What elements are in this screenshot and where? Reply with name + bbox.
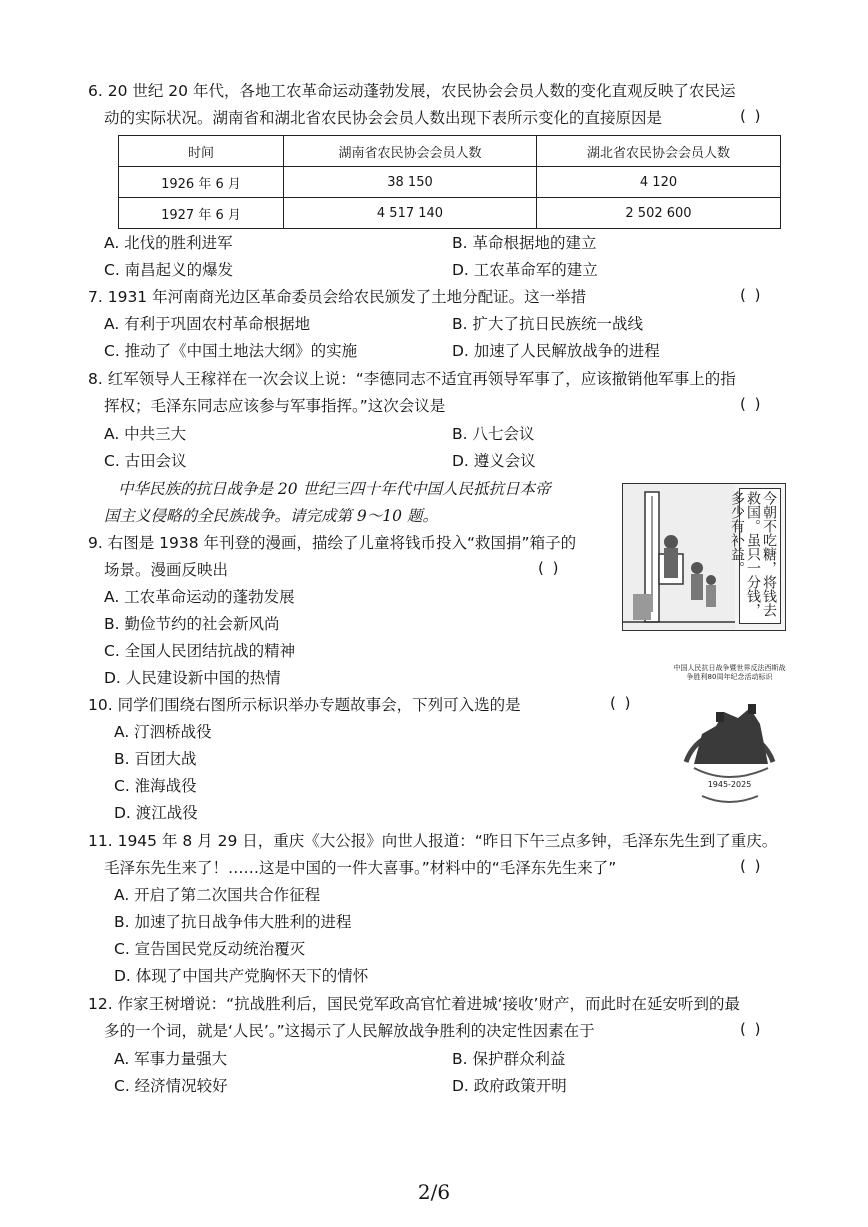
table-cell: 2 502 600 — [537, 198, 781, 229]
q9-option-c: C. 全国人民团结抗战的精神 — [104, 642, 296, 660]
q6-stem-line2: 动的实际状况。湖南省和湖北省农民协会会员人数出现下表所示变化的直接原因是 — [104, 109, 663, 127]
q12-option-d: D. 政府政策开明 — [452, 1077, 567, 1095]
table-header-cell: 时间 — [119, 136, 284, 167]
q6-option-d: D. 工农革命军的建立 — [452, 261, 598, 279]
table-cell: 38 150 — [284, 167, 537, 198]
donation-cartoon-image — [622, 483, 786, 631]
q8-option-a: A. 中共三大 — [104, 425, 187, 443]
page-number: 2/6 — [417, 1180, 451, 1204]
q12-stem-line1: 12. 作家王树增说：“抗战胜利后，国民党军政高官忙着进城‘接收’财产，而此时在延安听到的最 — [88, 995, 740, 1013]
table-header-cell: 湖北省农民协会会员人数 — [537, 136, 781, 167]
q9-option-a: A. 工农革命运动的蓬勃发展 — [104, 588, 295, 606]
q10-option-d: D. 渡江战役 — [114, 804, 198, 822]
section-intro-line2: 国主义侵略的全民族战争。请完成第 9～10 题。 — [104, 507, 438, 525]
q11-option-d: D. 体现了中国共产党胸怀天下的情怀 — [114, 967, 369, 985]
q7-stem-line1: 7. 1931 年河南商光边区革命委员会给农民颁发了土地分配证。这一举措 — [88, 288, 587, 306]
cartoon-drawing — [623, 484, 735, 630]
logo-years-text: 1945-2025 — [707, 780, 752, 789]
q11-answer-paren: ( ) — [740, 857, 763, 875]
table-cell: 1927 年 6 月 — [119, 198, 284, 229]
q10-stem-line1: 10. 同学们围绕右图所示标识举办专题故事会，下列可入选的是 — [88, 696, 521, 714]
q8-answer-paren: ( ) — [740, 395, 763, 413]
q6-option-c: C. 南昌起义的爆发 — [104, 261, 234, 279]
q11-option-b: B. 加速了抗日战争伟大胜利的进程 — [114, 913, 352, 931]
q9-stem-line1: 9. 右图是 1938 年刊登的漫画，描绘了儿童将钱币投入“救国捐”箱子的 — [88, 534, 577, 552]
q11-stem-line2: 毛泽东先生来了！……这是中国的一件大喜事。”材料中的“毛泽东先生来了” — [104, 859, 617, 877]
q12-answer-paren: ( ) — [740, 1020, 763, 1038]
q7-option-d: D. 加速了人民解放战争的进程 — [452, 342, 660, 360]
q11-option-c: C. 宣告国民党反动统治覆灭 — [114, 940, 306, 958]
q6-member-table — [118, 135, 781, 229]
q6-option-b: B. 革命根据地的建立 — [452, 234, 597, 252]
q12-stem-line2: 多的一个词，就是‘人民’。”这揭示了人民解放战争胜利的决定性因素在于 — [104, 1022, 595, 1040]
q6-stem-line1: 6. 20 世纪 20 年代，各地工农革命运动蓬勃发展，农民协会会员人数的变化直观反映了农民运 — [88, 82, 736, 100]
q6-answer-paren: ( ) — [740, 107, 763, 125]
section-intro-line1: 中华民族的抗日战争是 20 世纪三四十年代中国人民抵抗日本帝 — [118, 480, 551, 498]
anniversary-logo — [672, 664, 787, 804]
logo-title-text: 中国人民抗日战争暨世界反法西斯战争胜利80周年纪念活动标识 — [673, 664, 786, 681]
q9-option-d: D. 人民建设新中国的热情 — [104, 669, 281, 687]
q12-option-c: C. 经济情况较好 — [114, 1077, 228, 1095]
q11-option-a: A. 开启了第二次国共合作征程 — [114, 886, 321, 904]
q10-option-c: C. 淮海战役 — [114, 777, 197, 795]
q11-stem-line1: 11. 1945 年 8 月 29 日，重庆《大公报》向世人报道：“昨日下午三点多钟，毛泽东先生到了重庆。 — [88, 832, 778, 850]
q9-stem-line2: 场景。漫画反映出 — [104, 561, 229, 579]
q7-option-c: C. 推动了《中国土地法大纲》的实施 — [104, 342, 358, 360]
q8-option-c: C. 古田会议 — [104, 452, 187, 470]
table-cell: 4 120 — [537, 167, 781, 198]
q7-answer-paren: ( ) — [740, 286, 763, 304]
q10-option-a: A. 汀泗桥战役 — [114, 723, 212, 741]
q10-option-b: B. 百团大战 — [114, 750, 197, 768]
table-row — [119, 167, 781, 198]
q7-option-a: A. 有利于巩固农村革命根据地 — [104, 315, 311, 333]
q6-option-a: A. 北伐的胜利进军 — [104, 234, 233, 252]
q12-option-b: B. 保护群众利益 — [452, 1050, 566, 1068]
table-cell: 4 517 140 — [284, 198, 537, 229]
q10-answer-paren: ( ) — [610, 694, 633, 712]
q8-stem-line2: 挥权；毛泽东同志应该参与军事指挥。”这次会议是 — [104, 397, 446, 415]
q9-answer-paren: ( ) — [538, 559, 561, 577]
table-header-cell: 湖南省农民协会会员人数 — [284, 136, 537, 167]
q8-stem-line1: 8. 红军领导人王稼祥在一次会议上说：“李德同志不适宜再领导军事了，应该撤销他军事上的指 — [88, 370, 736, 388]
table-header-row — [119, 136, 781, 167]
table-row — [119, 198, 781, 229]
q7-option-b: B. 扩大了抗日民族统一战线 — [452, 315, 643, 333]
table-cell: 1926 年 6 月 — [119, 167, 284, 198]
q9-option-b: B. 勤俭节约的社会新风尚 — [104, 615, 280, 633]
q12-option-a: A. 军事力量强大 — [114, 1050, 228, 1068]
cartoon-caption: 今朝不吃糖，将钱去救国。虽只一分钱，多少有补益。 — [739, 488, 781, 624]
q8-option-b: B. 八七会议 — [452, 425, 535, 443]
q8-option-d: D. 遵义会议 — [452, 452, 536, 470]
